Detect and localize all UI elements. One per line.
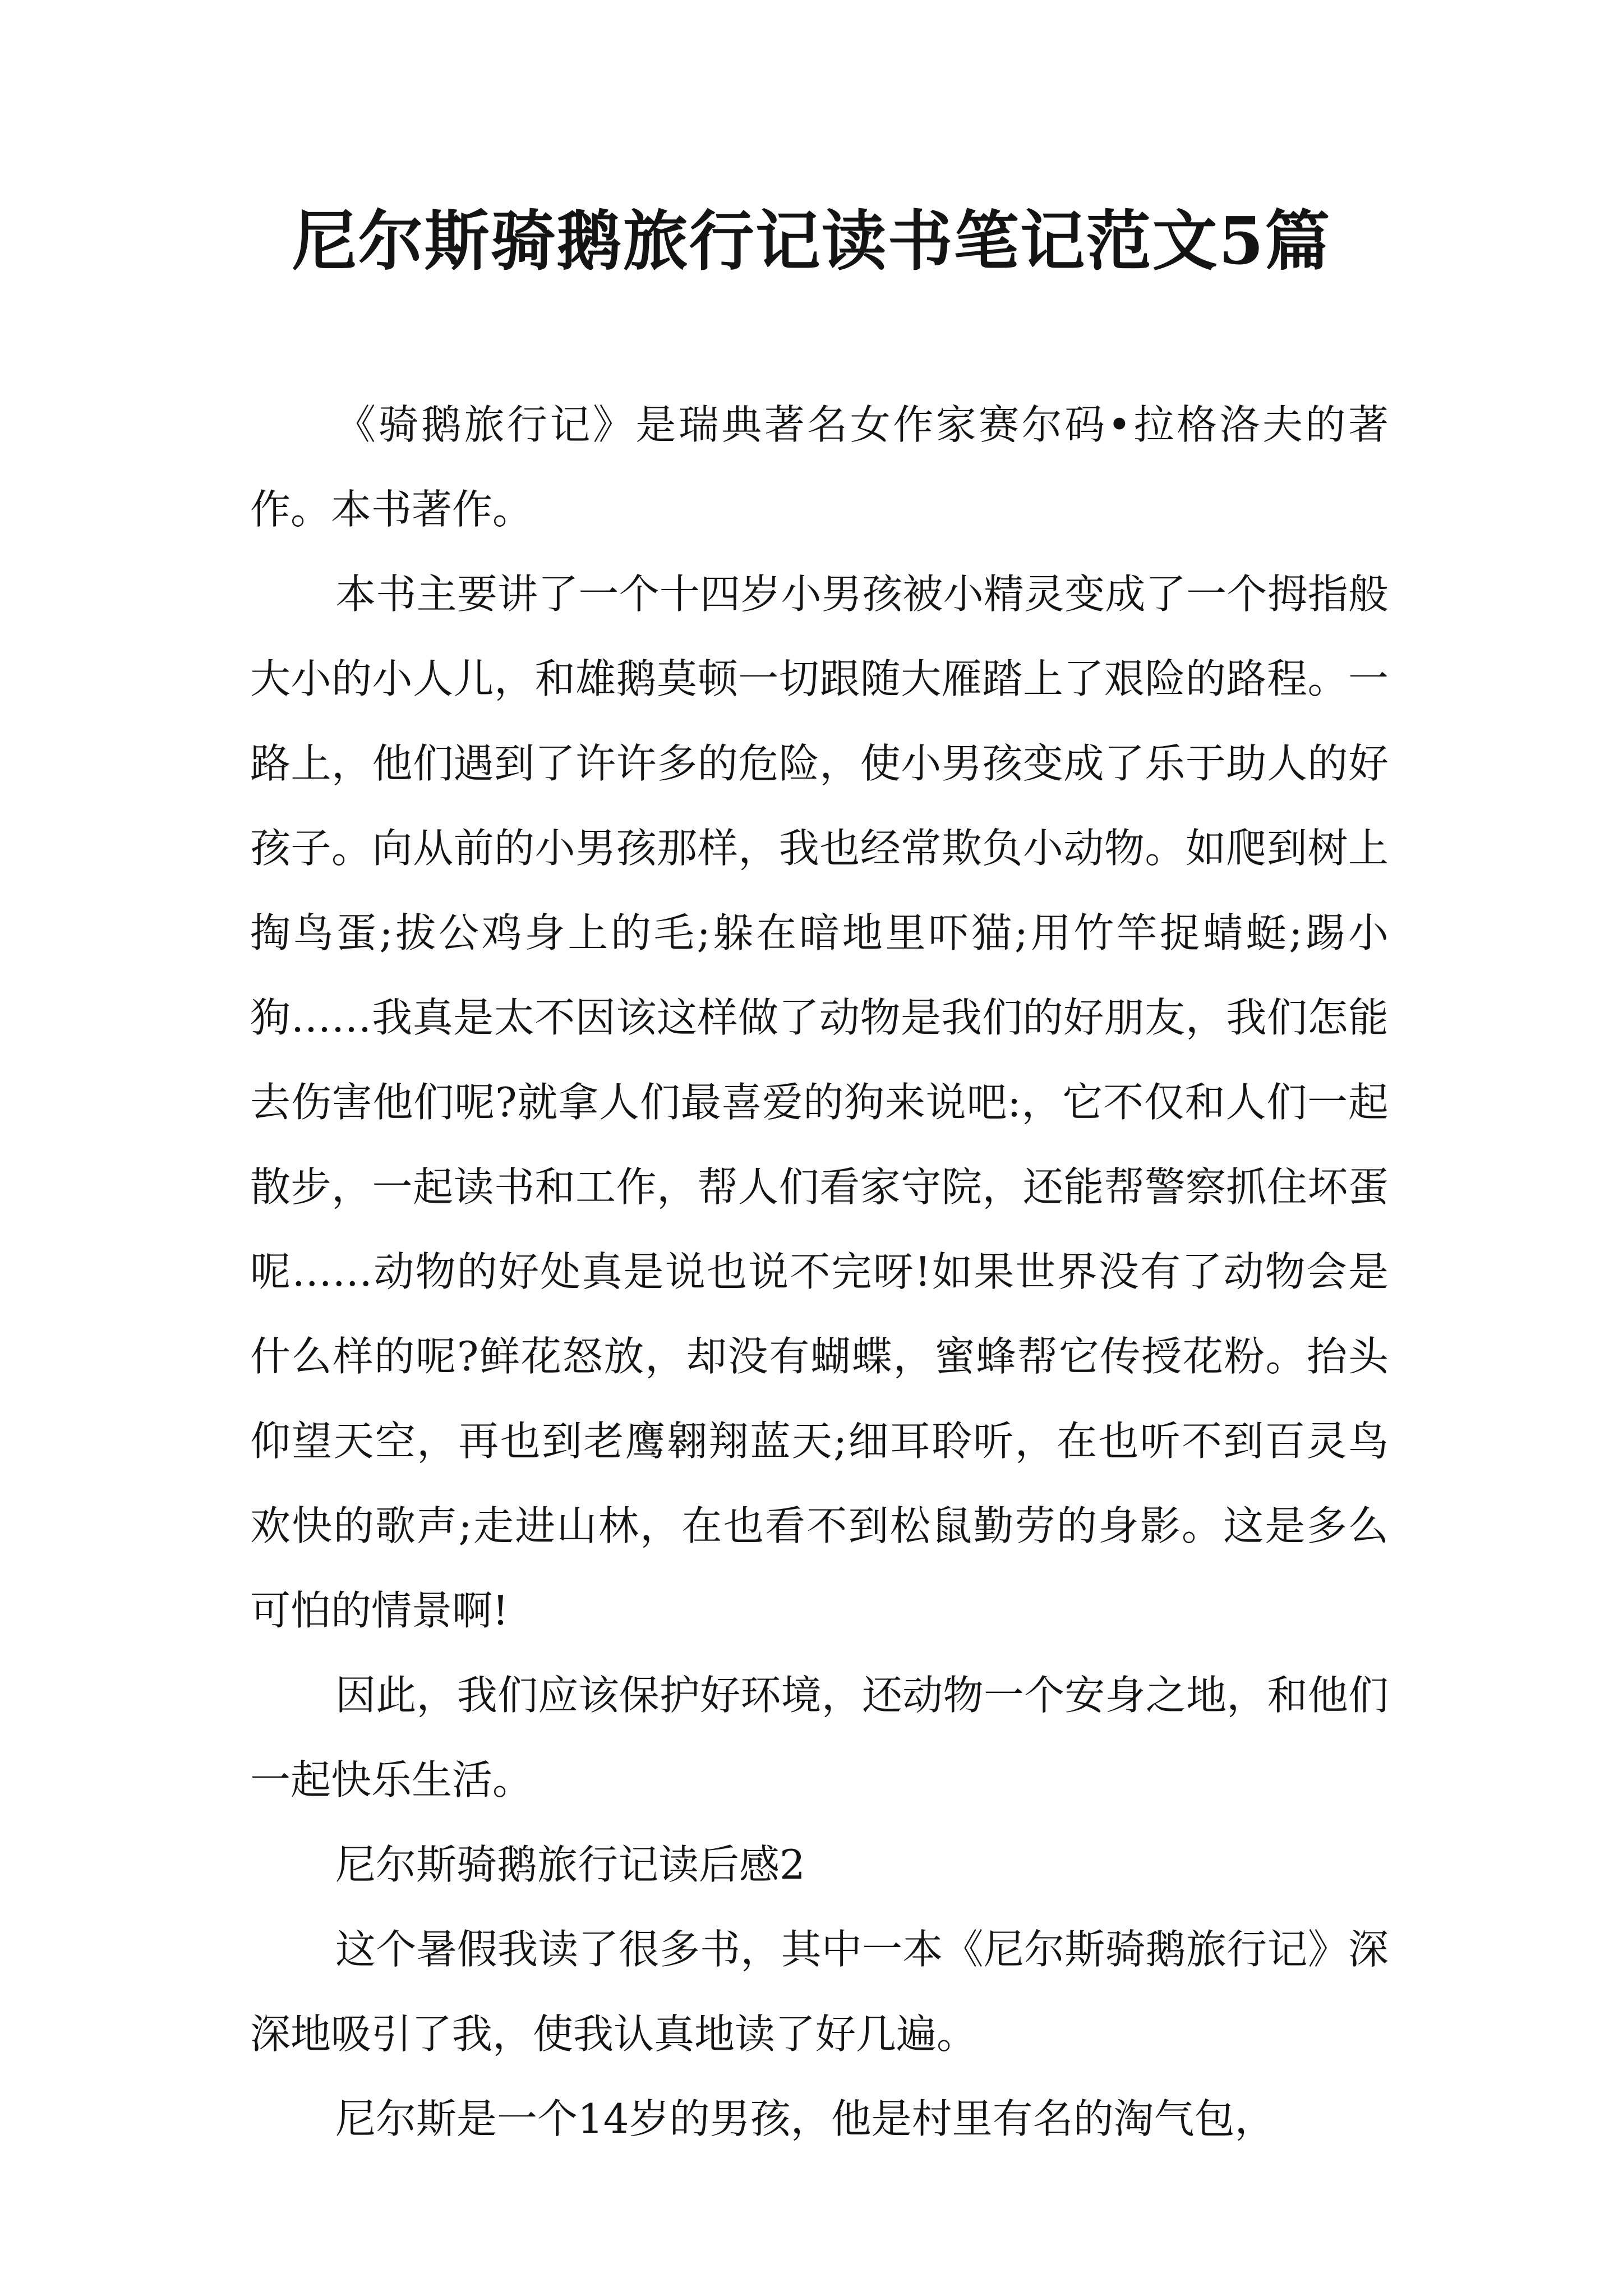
paragraph: 这个暑假我读了很多书，其中一本《尼尔斯骑鹅旅行记》深深地吸引了我，使我认真地读了好几遍。: [250, 1926, 1389, 2058]
document-title: 尼尔斯骑鹅旅行记读书笔记范文5篇: [292, 203, 1331, 279]
section-heading: 尼尔斯骑鹅旅行记读后感2: [335, 1841, 805, 1888]
document-body: [250, 383, 1389, 2161]
paragraph: 本书主要讲了一个十四岁小男孩被小精灵变成了一个拇指般大小的小人儿，和雄鹅莫顿一切跟随大雁踏上了艰险的路程。一路上，他们遇到了许许多的危险，使小男孩变成了乐于助人的好孩子。向从前的小男孩那样，我也经常欺负小动物。如爬到树上掏鸟蛋;拔公鸡身上的毛;躲在暗地里吓猫;用竹竿捉蜻蜓;踢小狗……我真是太不因该这样做了动物是我们的好朋友，我们怎能去伤害他们呢?就拿人们最喜爱的狗来说吧:，它不仅和人们一起散步，一起读书和工作，帮人们看家守院，还能帮警察抓住坏蛋呢……动物的好处真是说也说不完呀!如果世界没有了动物会是什么样的呢?鲜花怒放，却没有蝴蝶，蜜蜂帮它传授花粉。抬头仰望天空，再也到老鹰翱翔蓝天;细耳聆听，在也听不到百灵鸟欢快的歌声;走进山林，在也看不到松鼠勤劳的身影。这是多么可怕的情景啊!: [250, 570, 1389, 1634]
paragraph: 《骑鹅旅行记》是瑞典著名女作家赛尔码•拉格洛夫的著作。本书著作。: [250, 401, 1389, 533]
paragraph: 尼尔斯是一个14岁的男孩，他是村里有名的淘气包，: [335, 2095, 1275, 2142]
paragraph: 因此，我们应该保护好环境，还动物一个安身之地，和他们一起快乐生活。: [250, 1672, 1389, 1803]
